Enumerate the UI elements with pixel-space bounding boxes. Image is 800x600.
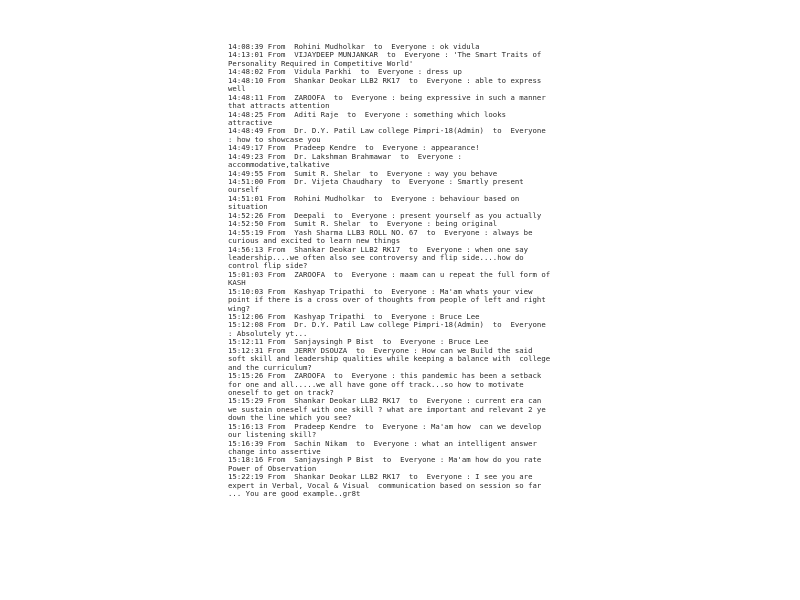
chat-transcript bbox=[228, 43, 573, 499]
chat-line: 14:48:49 From Dr. D.Y. Patil Law college Pimpri-18(Admin) to Everyone bbox=[228, 126, 546, 136]
chat-line: 14:49:17 From Pradeep Kendre to Everyone : appearance! bbox=[228, 143, 480, 153]
chat-line: 14:08:39 From Rohini Mudholkar to Everyone : ok vidula bbox=[228, 42, 480, 51]
chat-line: 14:56:13 From Shankar Deokar LLB2 RK17 to Everyone : when one say bbox=[228, 244, 529, 254]
chat-line: 14:48:02 From Vidula Parkhi to Everyone : dress up bbox=[228, 67, 462, 77]
chat-line: 15:15:29 From Shankar Deokar LLB2 RK17 to Everyone : current era can bbox=[228, 396, 542, 406]
chat-line: 15:12:08 From Dr. D.Y. Patil Law college Pimpri-18(Admin) to Everyone bbox=[228, 320, 546, 330]
chat-line: wing? bbox=[228, 303, 251, 313]
chat-line: 14:52:26 From Deepali to Everyone : present yourself as you actually bbox=[228, 210, 542, 220]
chat-line: for one and all.....we all have gone off track...so how to motivate bbox=[228, 379, 524, 389]
chat-line: 14:51:01 From Rohini Mudholkar to Everyone : behaviour based on bbox=[228, 193, 520, 203]
chat-line: that attracts attention bbox=[228, 101, 330, 111]
chat-line: 15:16:39 From Sachin Nikam to Everyone : what an intelligent answer bbox=[228, 438, 537, 448]
chat-line: 14:52:50 From Sumit R. Shelar to Everyone : being original bbox=[228, 219, 498, 229]
chat-line: attractive bbox=[228, 117, 273, 127]
chat-line: 14:49:23 From Dr. Lakshman Brahmawar to Everyone : bbox=[228, 151, 462, 161]
chat-line: 15:01:03 From ZAROOFA to Everyone : maam can u repeat the full form of bbox=[228, 269, 551, 279]
chat-line: control flip side? bbox=[228, 261, 308, 271]
chat-line: curious and excited to learn new things bbox=[228, 236, 401, 246]
chat-line: ourself bbox=[228, 185, 259, 195]
chat-line: point if there is a cross over of thoughts from people of left and right bbox=[228, 295, 546, 305]
chat-line: Power of Observation bbox=[228, 463, 317, 473]
chat-line: accommodative,talkative bbox=[228, 160, 330, 170]
chat-line: 15:18:16 From Sanjaysingh P Bist to Everyone : Ma'am how do you rate bbox=[228, 455, 542, 465]
chat-line: leadership....we often also see controversy and flip side....how do bbox=[228, 252, 524, 262]
chat-line: 15:16:13 From Pradeep Kendre to Everyone : Ma'am how can we develop bbox=[228, 421, 542, 431]
chat-line: expert in Verbal, Vocal & Visual communication based on session so far bbox=[228, 480, 542, 490]
chat-line: 15:12:06 From Kashyap Tripathi to Everyone : Bruce Lee bbox=[228, 312, 480, 321]
chat-line: 14:49:55 From Sumit R. Shelar to Everyone : way you behave bbox=[228, 168, 498, 178]
chat-line: 14:48:10 From Shankar Deokar LLB2 RK17 to Everyone : able to express bbox=[228, 75, 542, 85]
chat-line: 15:10:03 From Kashyap Tripathi to Everyone : Ma'am whats your view bbox=[228, 286, 533, 296]
chat-line: our listening skill? bbox=[228, 430, 317, 440]
chat-line: 14:48:25 From Aditi Raje to Everyone : something which looks bbox=[228, 109, 507, 119]
chat-line: 14:48:11 From ZAROOFA to Everyone : being expressive in such a manner bbox=[228, 92, 546, 102]
chat-line: 15:12:31 From JERRY DSOUZA to Everyone : How can we Build the said bbox=[228, 345, 533, 355]
chat-line: 14:51:00 From Dr. Vijeta Chaudhary to Everyone : Smartly present bbox=[228, 177, 524, 186]
chat-line: and the curriculum? bbox=[228, 362, 312, 372]
chat-line: 15:12:11 From Sanjaysingh P Bist to Everyone : Bruce Lee bbox=[228, 337, 489, 347]
chat-line: 14:55:19 From Yash Sharma LLB3 ROLL NO. 67 to Everyone : always be bbox=[228, 227, 533, 237]
chat-line: well bbox=[228, 84, 246, 94]
chat-line: : how to showcase you bbox=[228, 134, 321, 144]
chat-line: 14:13:01 From VIJAYDEEP MUNJANKAR to Everyone : 'The Smart Traits of bbox=[228, 50, 542, 60]
chat-line: KASH bbox=[228, 278, 246, 288]
chat-line: 15:15:26 From ZAROOFA to Everyone : this pandemic has been a setback bbox=[228, 371, 542, 381]
chat-line: situation bbox=[228, 202, 268, 212]
chat-line: soft skill and leadership qualities while keeping a balance with college bbox=[228, 354, 551, 364]
chat-line: Personality Required in Competitive World' bbox=[228, 58, 414, 68]
chat-line: down the line which you see? bbox=[228, 413, 352, 423]
chat-line: 15:22:19 From Shankar Deokar LLB2 RK17 to Everyone : I see you are bbox=[228, 472, 533, 482]
chat-line: : Absolutely yt... bbox=[228, 328, 308, 338]
chat-line: change into assertive bbox=[228, 447, 321, 456]
chat-line: oneself to get on track? bbox=[228, 387, 334, 397]
chat-line: we sustain oneself with one skill ? what are important and relevant 2 ye bbox=[228, 404, 546, 414]
chat-line: ... You are good example..gr8t bbox=[228, 489, 361, 499]
